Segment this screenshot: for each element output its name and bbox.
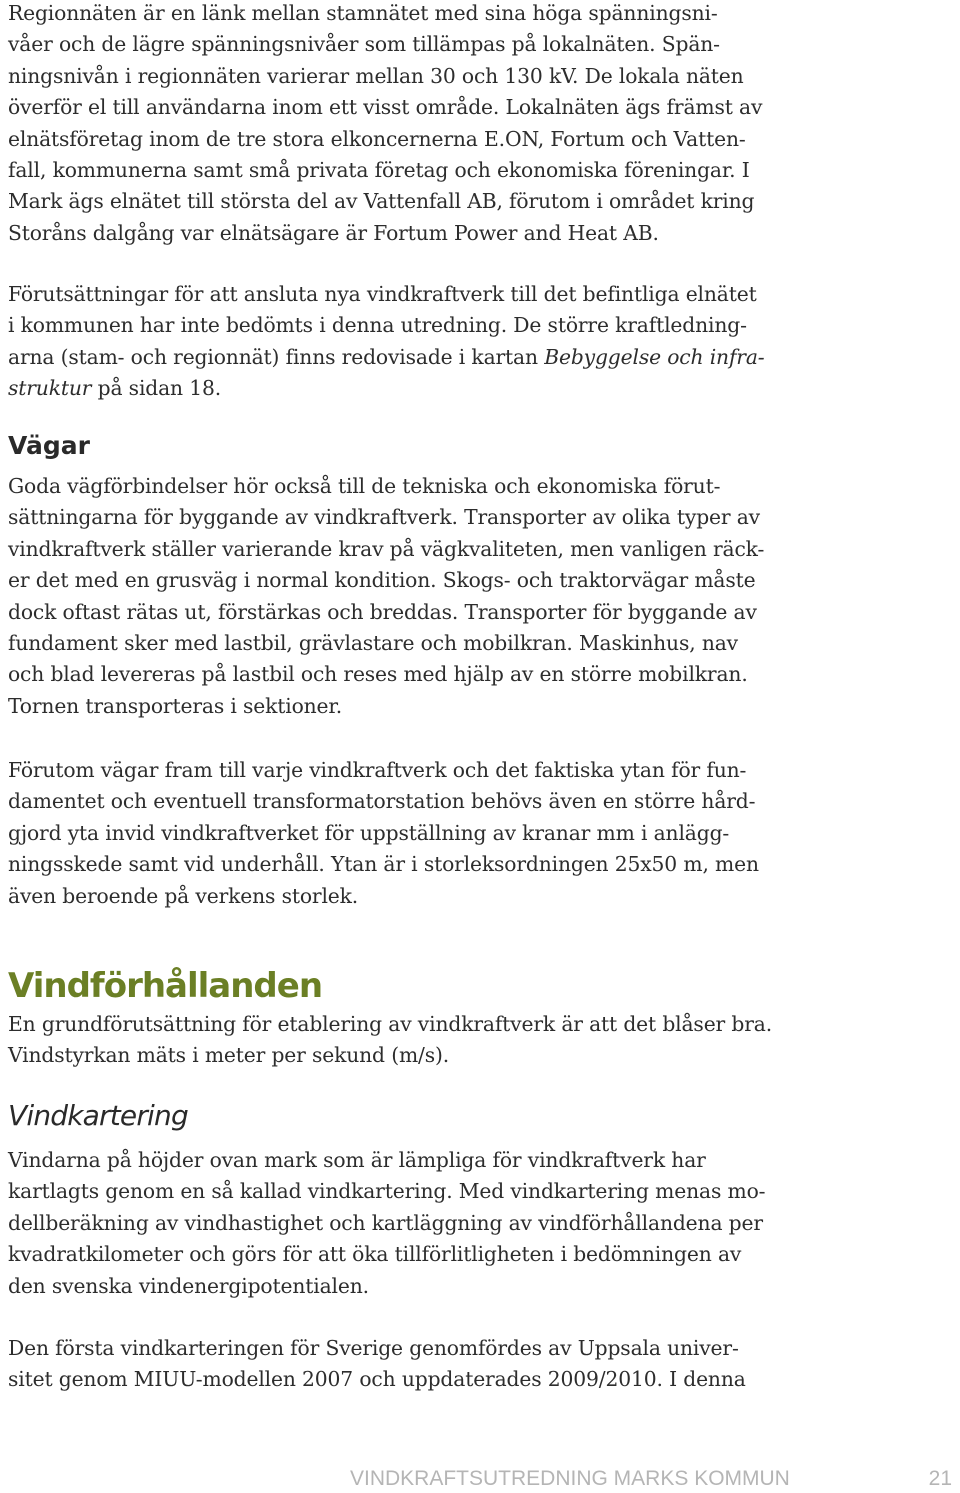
paragraph-vagforbindelser: Goda vägförbindelser hör också till de tekniska och ekonomiska förut- sättningarna för byggande av vindkraftverk. Transporter av olika typer av vindkraftverk ställer varierande krav på vägkvaliteten, men vanligen räck- er det med en grusväg i normal kondition. Skogs- och traktorvägar måste dock oftast rätas ut, förstärkas och breddas. Transporter för byggande av fundament sker med lastbil, grävlastare och mobilkran. Maskinhus, nav och blad levereras på lastbil och reses med hjälp av en större mobilkran. Tornen transporteras i sektioner. xyxy=(8,474,765,718)
page-footer xyxy=(0,1465,960,1493)
heading-vindkartering: Vindkartering xyxy=(8,1099,188,1132)
paragraph-anslutning xyxy=(8,279,798,405)
paragraph-hardgjord-yta: Förutom vägar fram till varje vindkraftverk och det faktiska ytan för fun- damentet och eventuell transformatorstation behövs även en större hård- gjord yta invid vindkraftverket för uppställning av kranar mm i anlägg- ningsskede samt vid underhåll. Ytan är i storleksordningen 25x50 m, men även beroende på verkens storlek. xyxy=(8,758,759,908)
paragraph-grundforutsattning: En grundförutsättning för etablering av vindkraftverk är att det blåser bra. Vindstyrkan mäts i meter per sekund (m/s). xyxy=(8,1012,773,1068)
paragraph-anslutning-tail: på sidan 18. xyxy=(91,376,222,401)
heading-vagar: Vägar xyxy=(8,431,90,460)
footer-title: VINDKRAFTSUTREDNING MARKS KOMMUN xyxy=(350,1467,790,1490)
paragraph-vindkartering: Vindarna på höjder ovan mark som är lämpliga för vindkraftverk har kartlagts genom en så kallad vindkartering. Med vindkartering menas mo- dellberäkning av vindhastighet och kartläggning av vindförhållandena per kvadratkilometer och görs för att öka tillförlitligheten i bedömningen av den svenska vindenergipotentialen. xyxy=(8,1148,766,1298)
paragraph-anslutning-text: Förutsättningar för att ansluta nya vindkraftverk till det befintliga elnätet i kommunen har inte bedömts i denna utredning. De större kraftledning- arna (stam- och regionnät) finns redovisade i kartan xyxy=(8,282,757,369)
heading-vindforhallanden: Vindförhållanden xyxy=(8,966,323,1006)
page-number: 21 xyxy=(928,1467,952,1490)
map-reference-italic: Bebyggelse och infra- struktur xyxy=(8,344,765,401)
paragraph-regionnat: Regionnäten är en länk mellan stamnätet med sina höga spänningsni- våer och de lägre spänningsnivåer som tillämpas på lokalnäten. Spän- ningsnivån i regionnäten varierar mellan 30 och 130 kV. De lokala näten överför el till användarna inom ett visst område. Lokalnäten ägs främst av elnätsföretag inom de tre stora elkoncernerna E.ON, Fortum och Vatten- fall, kommunerna samt små privata företag och ekonomiska föreningar. I Mark ägs elnätet till största del av Vattenfall AB, förutom i området kring Storåns dalgång var elnätsägare är Fortum Power and Heat AB. xyxy=(8,1,763,245)
paragraph-forsta-vindkartering: Den första vindkarteringen för Sverige genomfördes av Uppsala univer- sitet genom MIUU-modellen 2007 och uppdaterades 2009/2010. I denna xyxy=(8,1336,746,1392)
